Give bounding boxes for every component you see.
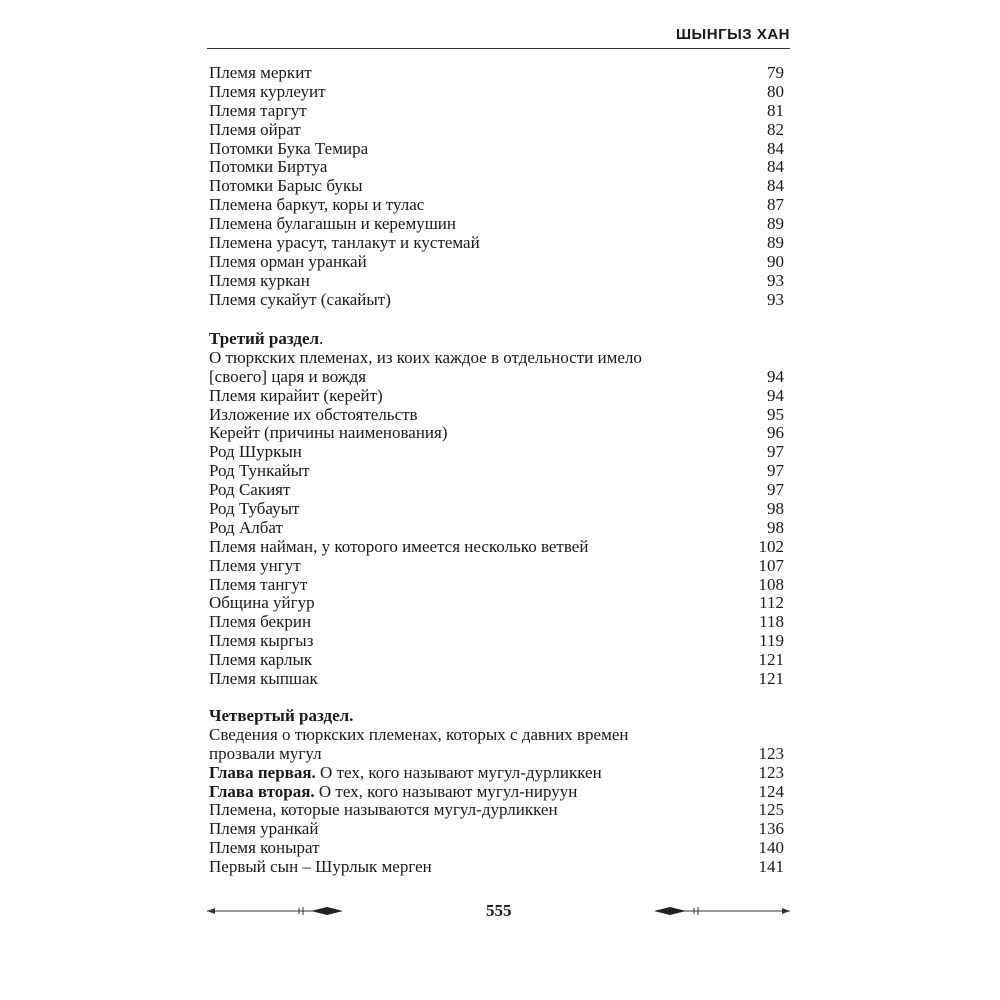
toc-label: Племя куркан <box>209 270 310 290</box>
toc-page-number: 119 <box>759 631 784 651</box>
toc-entry <box>209 632 784 651</box>
toc-page-number: 93 <box>767 270 784 290</box>
toc-entry <box>209 102 784 121</box>
toc-label: Племя тангут <box>209 574 308 594</box>
section-3-intro-line1 <box>209 349 784 368</box>
toc-page-number: 84 <box>767 176 784 196</box>
toc-page-number: 124 <box>758 781 784 801</box>
section-3-intro-line2 <box>209 368 784 387</box>
section-4-title: Четвертый раздел. <box>209 706 354 725</box>
chapter-1-entry <box>209 764 784 783</box>
toc-page-number: 94 <box>767 366 784 386</box>
toc-page-number: 140 <box>758 838 784 858</box>
toc-page-number: 121 <box>758 650 784 670</box>
toc-label: Потомки Барыс букы <box>209 176 363 196</box>
chapter-2-title: Глава вторая. <box>209 781 315 801</box>
toc-page-number: 90 <box>767 251 784 271</box>
toc-entry <box>209 64 784 83</box>
toc-label: Племя ойрат <box>209 119 301 139</box>
toc-label: Сведения о тюркских племенах, которых с давних времен <box>209 724 629 744</box>
toc-label: Племена, которые называются мугул-дурликкен <box>209 800 558 820</box>
toc-page-number: 89 <box>767 233 784 253</box>
toc-label: Племя меркит <box>209 63 312 82</box>
toc-page-number: 82 <box>767 119 784 139</box>
right-ornament <box>650 904 790 918</box>
toc-page-number: 98 <box>767 517 784 537</box>
toc-label: Племя уранкай <box>209 819 319 839</box>
toc-label: Керейт (причины наименования) <box>209 423 448 443</box>
toc-label: Племя найман, у которого имеется несколько ветвей <box>209 536 589 556</box>
toc-label: [своего] царя и вождя <box>209 366 367 386</box>
toc-page-number: 84 <box>767 157 784 177</box>
section-3-title-period: . <box>319 329 324 348</box>
toc-label: Племя орман уранкай <box>209 251 367 271</box>
toc-page-number: 95 <box>767 404 784 424</box>
toc-label: Племена булагашын и керемушин <box>209 214 456 234</box>
toc-section-4 <box>209 707 784 877</box>
toc-entry <box>209 443 784 462</box>
toc-label: Племя унгут <box>209 555 301 575</box>
chapter-2-text: О тех, кого называют мугул-нируун <box>314 781 578 801</box>
toc-page-number: 93 <box>767 289 784 309</box>
toc-entry <box>209 594 784 613</box>
toc-page-number: 118 <box>759 612 784 632</box>
toc-entry <box>209 519 784 538</box>
running-header <box>207 26 790 49</box>
toc-label: Племя бекрин <box>209 612 312 632</box>
toc-entry <box>209 500 784 519</box>
toc-label: Община уйгур <box>209 593 315 613</box>
toc-page-number: 136 <box>758 819 784 839</box>
section-3-entries <box>209 387 784 689</box>
chapter-1-text: О тех, кого называют мугул-дурликкен <box>315 762 602 782</box>
page-number: 555 <box>486 901 512 920</box>
toc-label: Первый сын – Шурлык мерген <box>209 857 432 877</box>
toc-entry <box>209 196 784 215</box>
toc-entry <box>209 557 784 576</box>
toc-page-number: 89 <box>767 214 784 234</box>
toc-page-number: 102 <box>758 536 784 556</box>
toc-entry <box>209 177 784 196</box>
toc-label: О тюркских племенах, из коих каждое в отдельности имело <box>209 347 642 367</box>
toc-label: Род Тункайыт <box>209 461 310 481</box>
toc-label: Племя кыпшак <box>209 669 318 689</box>
toc-entry <box>209 291 784 310</box>
toc-label: Племя карлык <box>209 650 313 670</box>
section-3-heading <box>209 330 784 349</box>
toc-entry <box>209 272 784 291</box>
toc-page-number: 84 <box>767 138 784 158</box>
toc-entry <box>209 83 784 102</box>
toc-entry <box>209 215 784 234</box>
toc-page-number: 97 <box>767 442 784 462</box>
toc-label: Род Албат <box>209 517 283 537</box>
toc-label: Племена баркут, коры и тулас <box>209 195 425 215</box>
toc-page-number: 97 <box>767 480 784 500</box>
toc-page-number: 108 <box>758 574 784 594</box>
toc-page-number: 87 <box>767 195 784 215</box>
toc-page-number: 121 <box>758 669 784 689</box>
toc-label: Племя конырат <box>209 838 320 858</box>
section-4-intro-line1 <box>209 726 784 745</box>
toc-section-3 <box>209 330 784 689</box>
toc-label: Изложение их обстоятельств <box>209 404 418 424</box>
toc-block-continued <box>209 64 784 310</box>
toc-label: Потомки Бука Темира <box>209 138 369 158</box>
section-3-title: Третий раздел <box>209 329 320 348</box>
toc-label: Потомки Биртуа <box>209 157 328 177</box>
toc-entry <box>209 576 784 595</box>
toc-entry <box>209 613 784 632</box>
toc-label: Род Шуркын <box>209 442 302 462</box>
section-4-entries <box>209 801 784 877</box>
toc-page-number: 80 <box>767 81 784 101</box>
toc-page-number: 123 <box>758 743 784 763</box>
toc-entry <box>209 670 784 689</box>
toc-entry <box>209 234 784 253</box>
toc-label: Племена урасут, танлакут и кустемай <box>209 233 480 253</box>
toc-page-number: 123 <box>758 762 784 782</box>
toc-entry <box>209 158 784 177</box>
toc-label: Род Тубауыт <box>209 499 300 519</box>
toc-page-number: 98 <box>767 499 784 519</box>
toc-page-number: 97 <box>767 461 784 481</box>
toc-entry <box>209 651 784 670</box>
toc-page-number: 96 <box>767 423 784 443</box>
toc-entry <box>209 481 784 500</box>
left-ornament <box>207 904 347 918</box>
toc-page-number: 125 <box>758 800 784 820</box>
toc-label: Племя кирайит (керейт) <box>209 385 383 405</box>
toc-page-number: 81 <box>767 100 784 120</box>
toc-entry <box>209 538 784 557</box>
toc-entry <box>209 387 784 406</box>
toc-entry <box>209 858 784 877</box>
section-4-heading <box>209 707 784 726</box>
toc-entry <box>209 140 784 159</box>
toc-entry <box>209 462 784 481</box>
toc-entry <box>209 406 784 425</box>
toc-label: Племя сукайут (сакайыт) <box>209 289 391 309</box>
toc-entry <box>209 820 784 839</box>
running-header-title: ШЫНГЫЗ ХАН <box>675 26 790 43</box>
toc-entry <box>209 839 784 858</box>
toc-page-number: 112 <box>759 593 784 613</box>
toc-entry <box>209 801 784 820</box>
toc-label: Племя кыргыз <box>209 631 314 651</box>
chapter-2-entry <box>209 783 784 802</box>
toc-page-number: 141 <box>758 857 784 877</box>
toc-page-number: 79 <box>767 63 784 82</box>
toc-label: Племя курлеуит <box>209 81 326 101</box>
toc-entry <box>209 424 784 443</box>
toc-label: прозвали мугул <box>209 743 322 763</box>
toc-label: Племя таргут <box>209 100 307 120</box>
section-4-intro-line2 <box>209 745 784 764</box>
toc-page-number: 107 <box>758 555 784 575</box>
chapter-1-title: Глава первая. <box>209 762 316 782</box>
toc-entry <box>209 253 784 272</box>
toc-page-number: 94 <box>767 385 784 405</box>
toc-label: Род Сакият <box>209 480 291 500</box>
toc-entry <box>209 121 784 140</box>
